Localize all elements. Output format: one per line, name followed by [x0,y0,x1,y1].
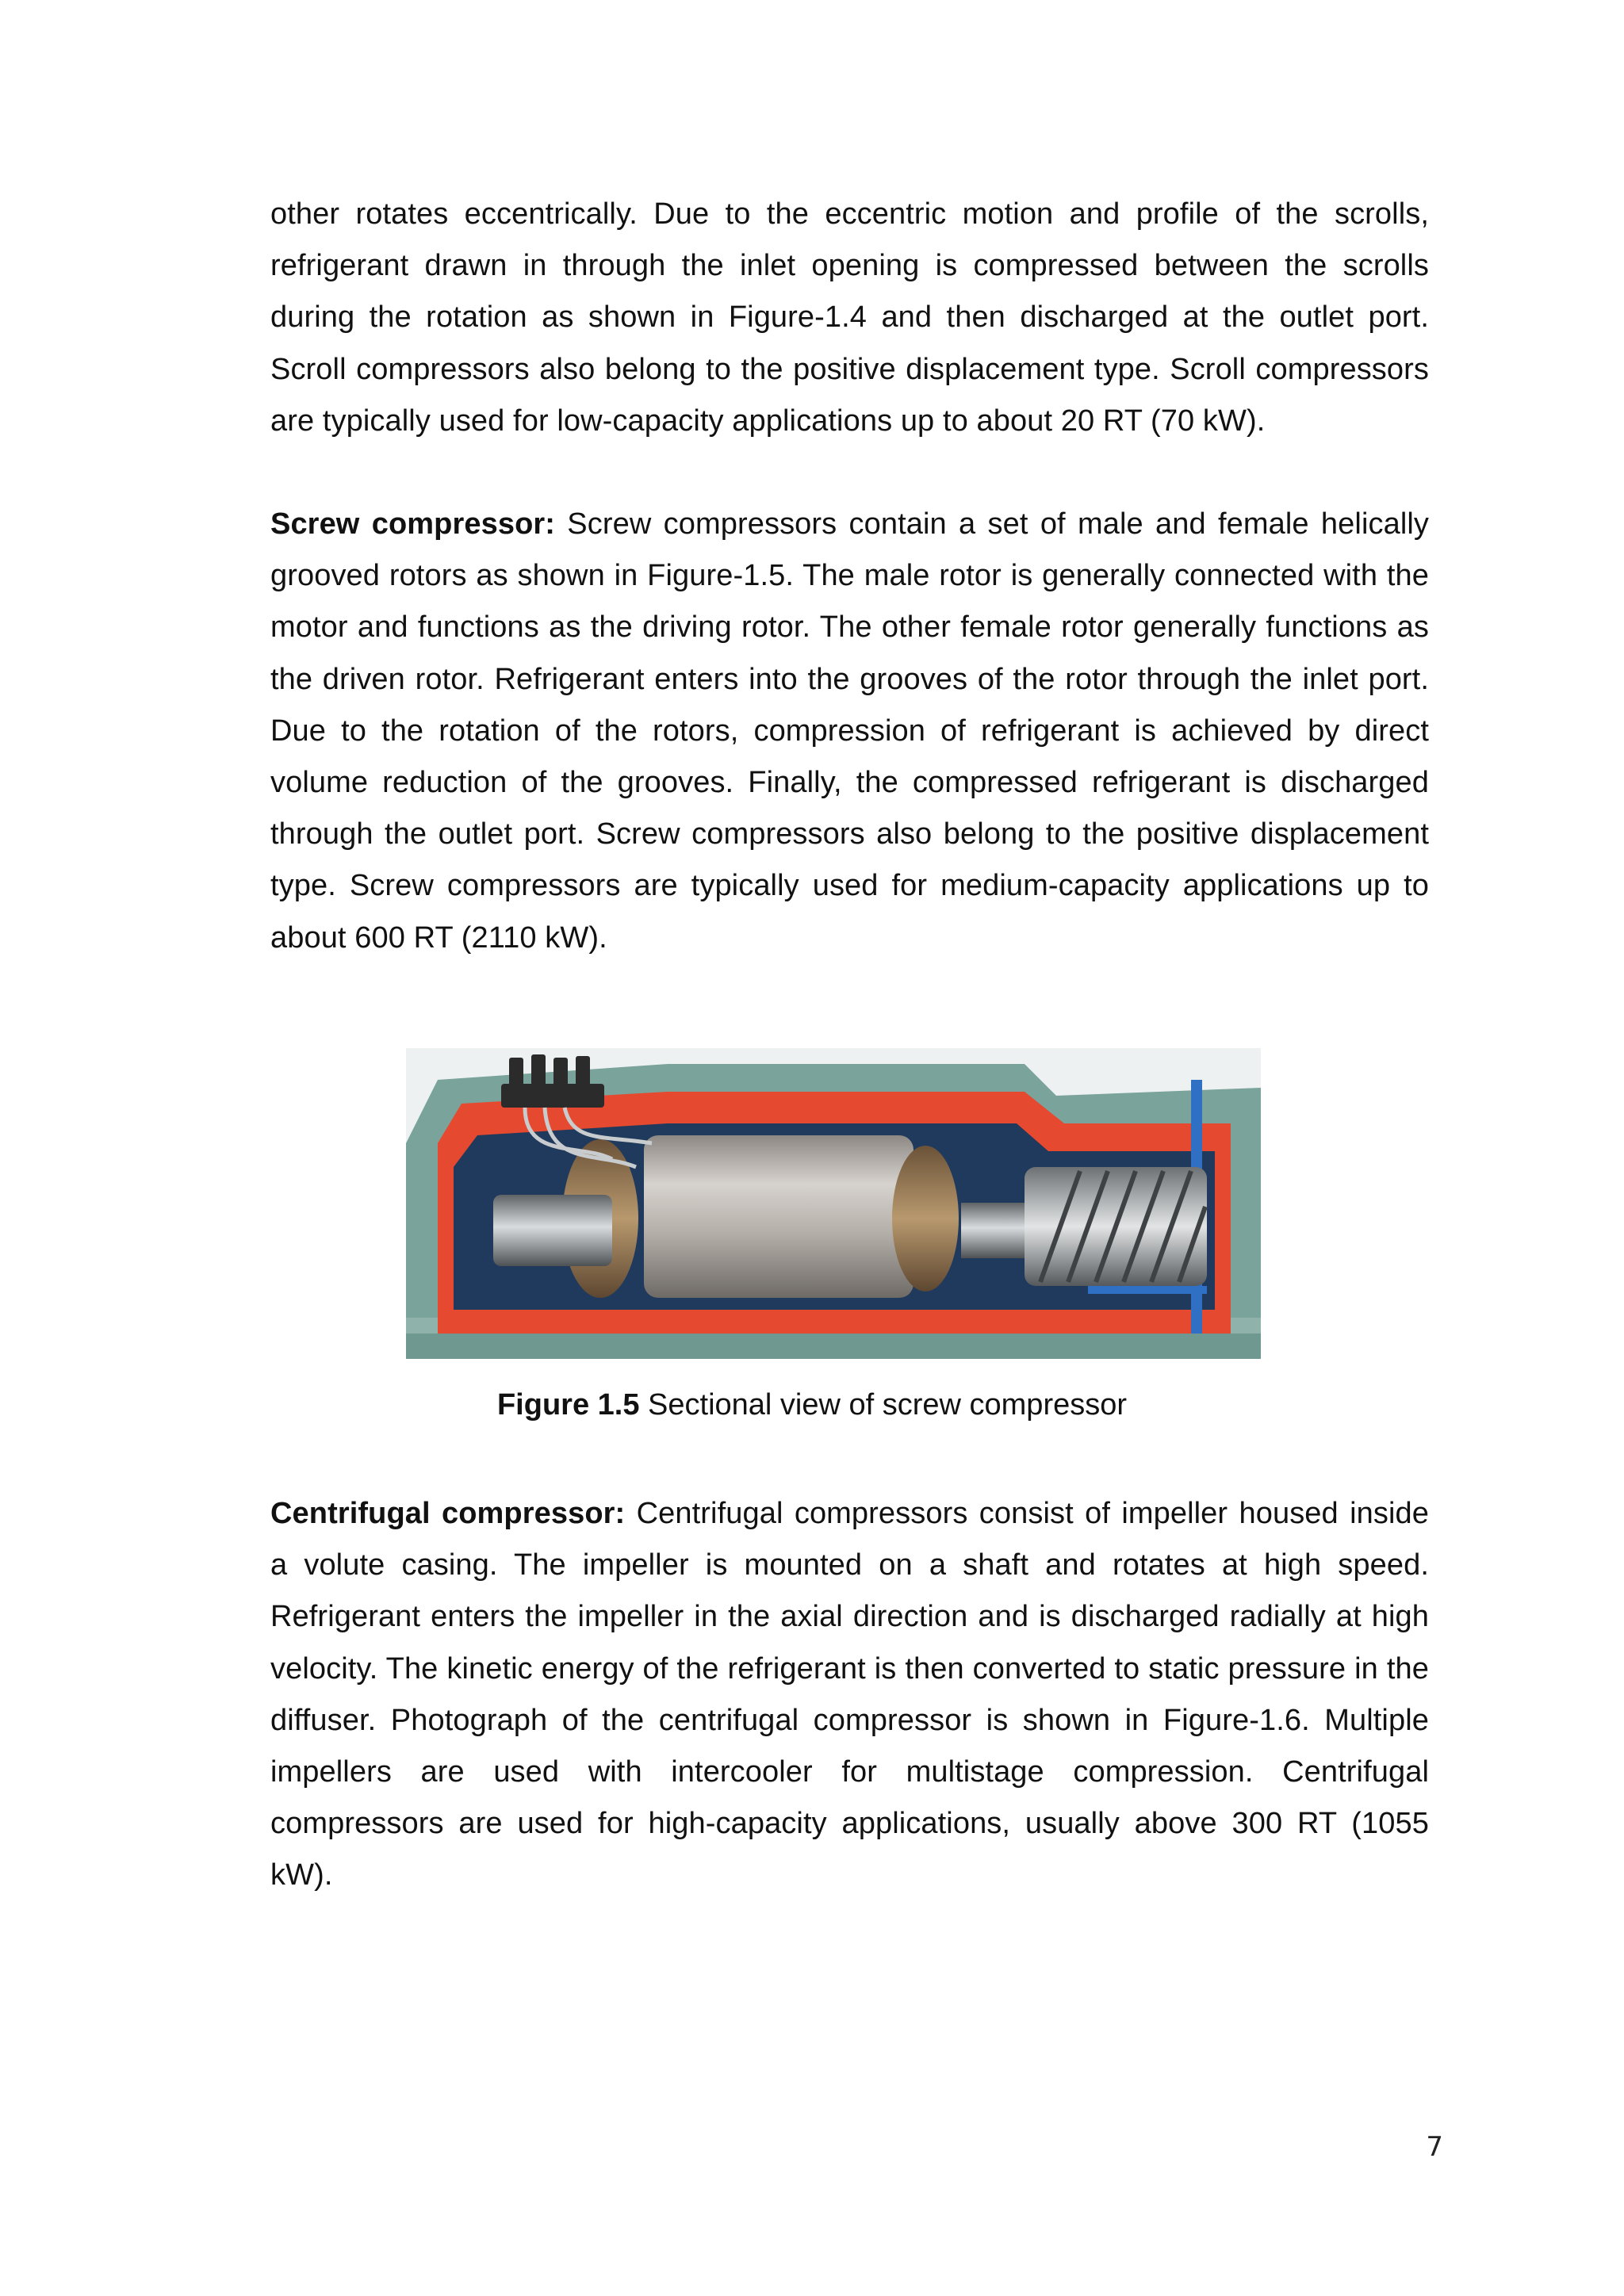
figure-caption [0,1383,1624,1427]
paragraph-scroll-compressor-continued [270,189,1429,447]
paragraph-text: Screw compressors contain a set of male and female helically grooved rotors as shown in Figure-1.5. The male rotor is generally connected with the motor and functions as the driving rotor. The other female rotor generally functions as the driven rotor. Refrigerant enters into the grooves of the rotor through the inlet port. Due to the rotation of the rotors, compression of refrigerant is achieved by direct volume reduction of the grooves. Finally, the compressed refrigerant is discharged through the outlet port. Screw compressors also belong to the positive displacement type. Screw compressors are typically used for medium-capacity applications up to about 600 RT (2110 kW). [270,507,1430,955]
paragraph-text: Centrifugal compressors consist of impeller housed inside a volute casing. The impeller is mounted on a shaft and rotates at high speed. Refrigerant enters the impeller in the axial direction and is discharged radially at high velocity. The kinetic energy of the refrigerant is then converted to static pressure in the diffuser. Photograph of the centrifugal compressor is shown in Figure-1.6. Multiple impellers are used with intercooler for multistage compression. Centrifugal compressors are used for high-capacity applications, usually above 300 RT (1055 kW). [270,1497,1429,1892]
page-number: 7 [1426,2131,1443,2163]
paragraph-text: other rotates eccentrically. Due to the eccentric motion and profile of the scrolls, refrigerant drawn in through the inlet opening is compressed between the scrolls during the rotation as shown in Figure-1.4 and then discharged at the outlet port. Scroll compressors also belong to the positive displacement type. Scroll compressors are typically used for low-capacity applications up to about 20 RT (70 kW). [270,197,1429,438]
screw-compressor-figure-image [406,1048,1261,1359]
screw-compressor-cutaway-icon [406,1048,1261,1359]
figure-label: Figure 1.5 [496,1388,640,1422]
paragraph-screw-compressor [270,499,1429,964]
screw-compressor-heading: Screw compressor: [270,507,556,541]
figure-caption-text: Sectional view of screw compressor [639,1388,1128,1422]
centrifugal-compressor-heading: Centrifugal compressor: [270,1497,626,1530]
paragraph-centrifugal-compressor [270,1488,1429,1902]
